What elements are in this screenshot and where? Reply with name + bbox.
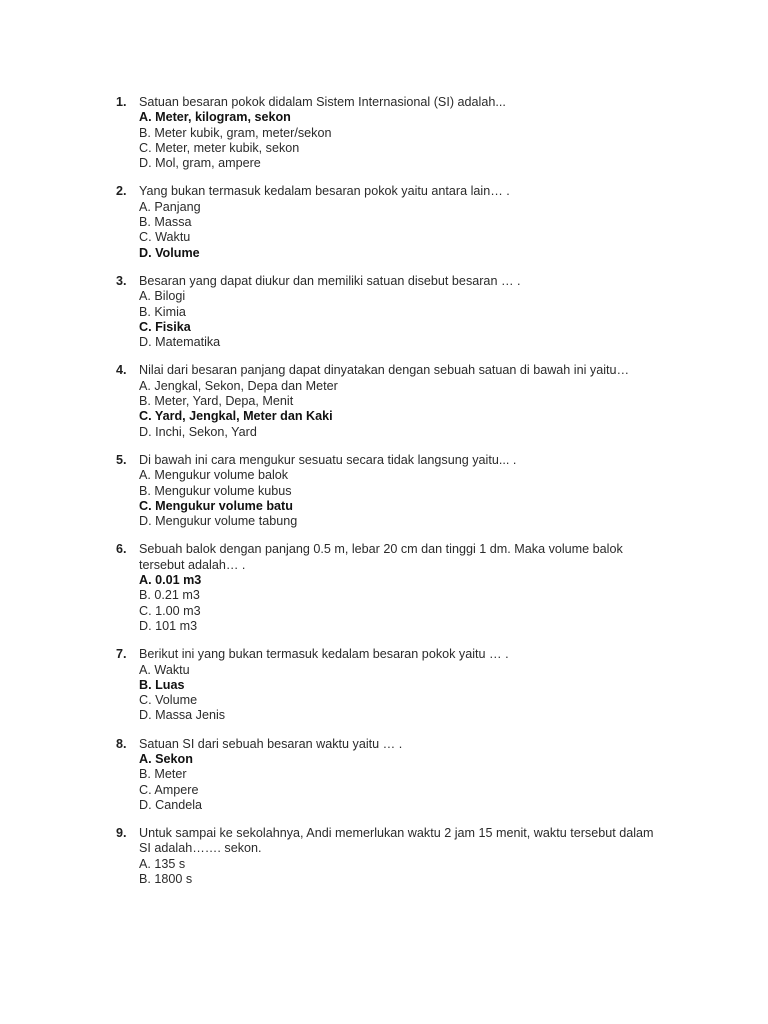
answer-option: D. Mengukur volume tabung — [139, 514, 298, 529]
answer-option: A. 135 s — [139, 856, 186, 871]
question-text: Berikut ini yang bukan termasuk kedalam besaran pokok yaitu … . — [139, 647, 509, 662]
question-body — [139, 95, 656, 171]
answer-option: A. Mengukur volume balok — [139, 468, 289, 483]
answer-option: C. 1.00 m3 — [139, 603, 201, 618]
question-item — [116, 274, 656, 350]
question-body — [139, 737, 656, 813]
question-text: Yang bukan termasuk kedalam besaran pokok yaitu antara lain… . — [139, 184, 510, 199]
question-text: Untuk sampai ke sekolahnya, Andi memerlukan waktu 2 jam 15 menit, waktu tersebut dalam SI adalah……. sekon. — [139, 826, 654, 856]
question-text: Sebuah balok dengan panjang 0.5 m, lebar 20 cm dan tinggi 1 dm. Maka volume balok tersebut adalah… . — [139, 542, 623, 572]
question-number: 8. — [116, 736, 127, 751]
question-item — [116, 363, 656, 439]
answer-option-correct: A. Meter, kilogram, sekon — [139, 110, 291, 125]
question-number: 1. — [116, 95, 127, 109]
answer-option: C. Volume — [139, 693, 198, 708]
answer-option-correct: B. Luas — [139, 677, 185, 692]
question-item — [116, 542, 656, 634]
question-text: Satuan besaran pokok didalam Sistem Internasional (SI) adalah... — [139, 95, 506, 109]
answer-option: B. 1800 s — [139, 872, 193, 887]
answer-option: B. Meter kubik, gram, meter/sekon — [139, 125, 332, 140]
question-item — [116, 737, 656, 813]
question-number: 5. — [116, 452, 127, 467]
question-body — [139, 542, 656, 634]
answer-option: D. Candela — [139, 797, 203, 812]
question-item — [116, 453, 656, 529]
answer-option-correct: A. 0.01 m3 — [139, 573, 202, 588]
question-number: 4. — [116, 363, 127, 378]
question-item — [116, 647, 656, 723]
answer-option: D. Inchi, Sekon, Yard — [139, 424, 257, 439]
answer-option-correct: C. Fisika — [139, 319, 191, 334]
answer-option-correct: C. Yard, Jengkal, Meter dan Kaki — [139, 409, 333, 424]
answer-option: C. Meter, meter kubik, sekon — [139, 140, 300, 155]
question-number: 6. — [116, 542, 127, 557]
question-number: 9. — [116, 826, 127, 841]
answer-option-correct: C. Mengukur volume batu — [139, 498, 293, 513]
question-number: 2. — [116, 184, 127, 199]
question-body — [139, 363, 656, 439]
answer-option: A. Waktu — [139, 662, 190, 677]
answer-option: B. Mengukur volume kubus — [139, 483, 292, 498]
question-item — [116, 95, 656, 171]
answer-option: D. 101 m3 — [139, 618, 198, 633]
answer-option-correct: D. Volume — [139, 245, 200, 260]
answer-option: C. Ampere — [139, 782, 199, 797]
answer-option: D. Mol, gram, ampere — [139, 156, 261, 171]
question-item — [116, 184, 656, 260]
question-text: Besaran yang dapat diukur dan memiliki satuan disebut besaran … . — [139, 273, 521, 288]
question-body — [139, 453, 656, 529]
question-text: Di bawah ini cara mengukur sesuatu secara tidak langsung yaitu... . — [139, 452, 517, 467]
question-number: 3. — [116, 273, 127, 288]
question-body — [139, 647, 656, 723]
question-body — [139, 274, 656, 350]
answer-option: B. Meter, Yard, Depa, Menit — [139, 394, 294, 409]
answer-option: D. Matematika — [139, 335, 221, 350]
answer-option: A. Panjang — [139, 199, 201, 214]
question-body — [139, 184, 656, 260]
answer-option: B. Meter — [139, 767, 187, 782]
answer-option: B. Massa — [139, 215, 192, 230]
answer-option: B. 0.21 m3 — [139, 588, 200, 603]
question-number: 7. — [116, 647, 127, 662]
answer-option: A. Bilogi — [139, 289, 186, 304]
answer-option: B. Kimia — [139, 304, 186, 319]
question-text: Nilai dari besaran panjang dapat dinyatakan dengan sebuah satuan di bawah ini yaitu… — [139, 363, 630, 378]
question-body — [139, 826, 656, 887]
answer-option: A. Jengkal, Sekon, Depa dan Meter — [139, 378, 338, 393]
question-list — [116, 95, 656, 900]
question-item — [116, 826, 656, 887]
answer-option-correct: A. Sekon — [139, 751, 193, 766]
answer-option: C. Waktu — [139, 230, 191, 245]
answer-option: D. Massa Jenis — [139, 708, 226, 723]
question-text: Satuan SI dari sebuah besaran waktu yaitu … . — [139, 736, 403, 751]
